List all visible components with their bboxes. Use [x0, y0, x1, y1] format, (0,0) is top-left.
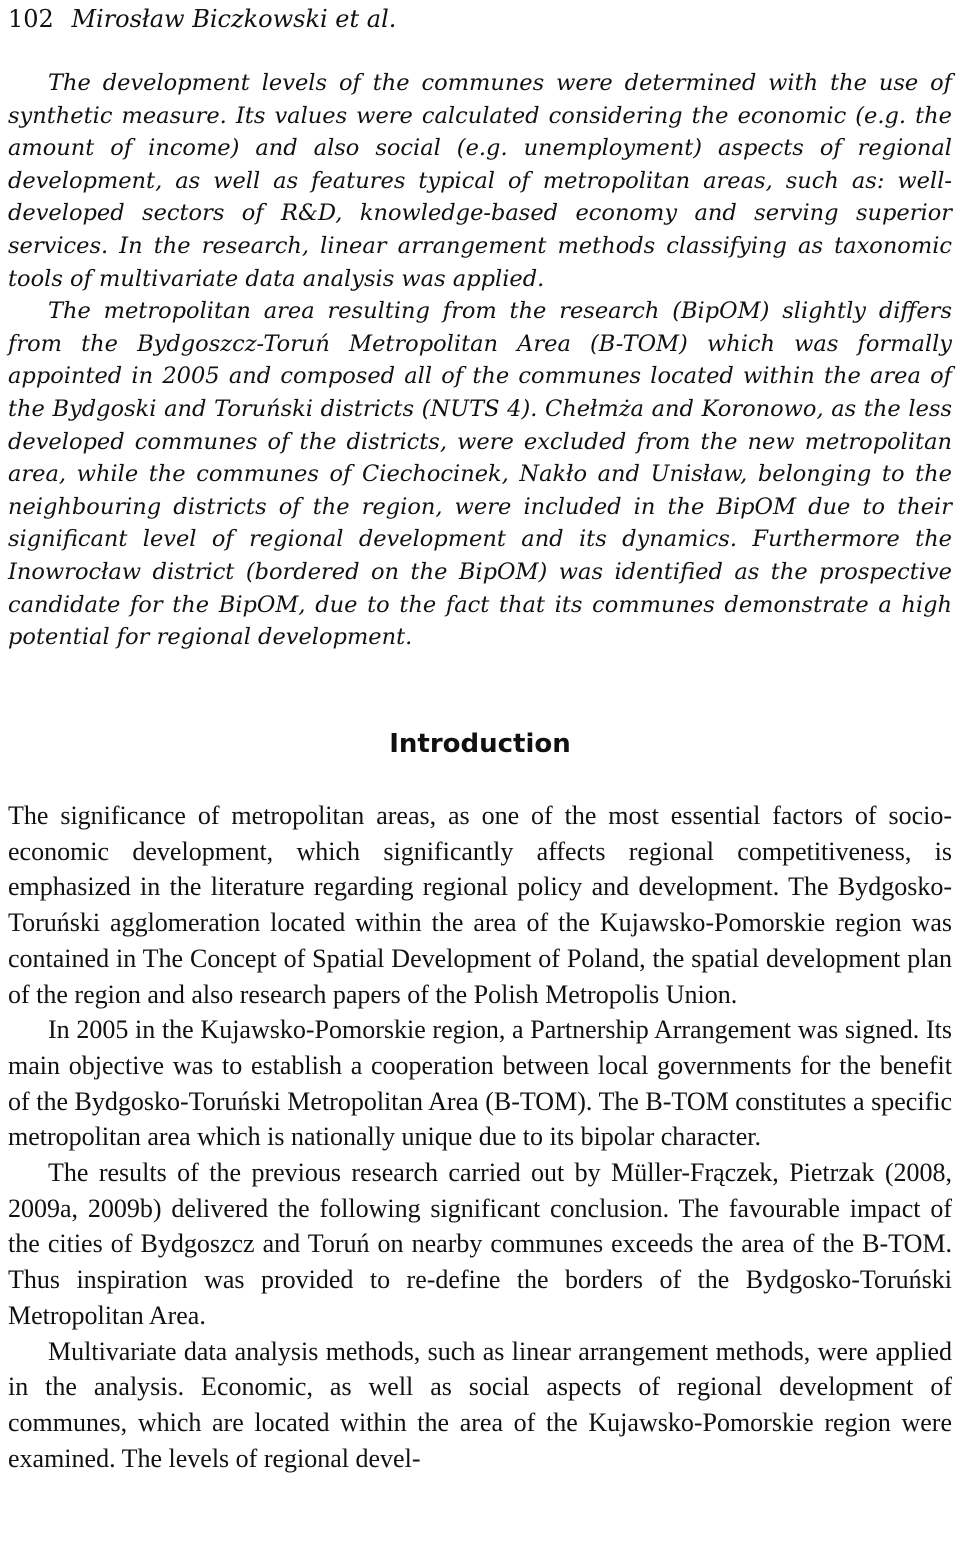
section-heading-introduction: Introduction [389, 729, 571, 759]
abstract-paragraph: The development levels of the communes were determined with the use of synthetic measure. Its values were calculated considering the economic (e.g. the amount of income) and also social (e.g. unemployment) aspects of regional development, as well as features typical of metropolitan areas, such as: well-developed sectors of R&D, knowledge-based economy and serving superior services. In the research, linear arrangement methods classifying as taxonomic tools of multivariate data analysis was applied. [8, 70, 952, 292]
body-paragraph: In 2005 in the Kujawsko-Pomorskie region, a Partnership Arrangement was signed. Its main objective was to establish a cooperation between local governments for the benefit of the Bydgosko-Toruński Metropolitan Area (B-TOM). The B-TOM constitutes a specific metropolitan area which is nationally unique due to its bipolar character. [8, 1015, 952, 1152]
body-paragraph: Multivariate data analysis methods, such as linear arrangement methods, were applied in the analysis. Economic, as well as social aspects of regional development of communes, which are located within the area of the Kujawsko-Pomorskie region were examined. The levels of regional devel- [8, 1336, 952, 1473]
running-head-authors: Mirosław Biczkowski et al. [71, 5, 397, 33]
body-paragraph: The significance of metropolitan areas, as one of the most essential factors of socio-economic development, which significantly affects regional competitiveness, is emphasized in the literature regarding regional policy and development. The Bydgosko-Toruński agglomeration located within the area of the Kujawsko-Pomorskie region was contained in The Concept of Spatial Development of Poland, the spatial development plan of the region and also research papers of the Polish Metropolis Union. [8, 801, 952, 1009]
introduction-body [8, 798, 952, 1476]
abstract-paragraph: The metropolitan area resulting from the research (BipOM) slightly differs from the Bydgoszcz-Toruń Metropolitan Area (B-TOM) which was formally appointed in 2005 and composed all of the communes located within the area of the Bydgoski and Toruński districts (NUTS 4). Chełmża and Koronowo, as the less developed communes of the districts, were excluded from the new metropolitan area, while the communes of Ciechocinek, Nakło and Unisław, belonging to the neighbouring districts of the region, were included in the BipOM due to their significant level of regional development and its dynamics. Furthermore the Inowrocław district (bordered on the BipOM) was identified as the prospective candidate for the BipOM, due to the fact that its communes demonstrate a high potential for regional development. [8, 298, 952, 651]
running-head [8, 4, 396, 34]
body-paragraph: The results of the previous research carried out by Müller-Frączek, Pietrzak (2008, 2009a, 2009b) delivered the following significant conclusion. The favourable impact of the cities of Bydgoszcz and Toruń on nearby communes exceeds the area of the B-TOM. Thus inspiration was provided to re-define the borders of the Bydgosko-Toruński Metropolitan Area. [8, 1158, 952, 1330]
page-number: 102 [8, 5, 54, 33]
abstract [8, 67, 952, 654]
